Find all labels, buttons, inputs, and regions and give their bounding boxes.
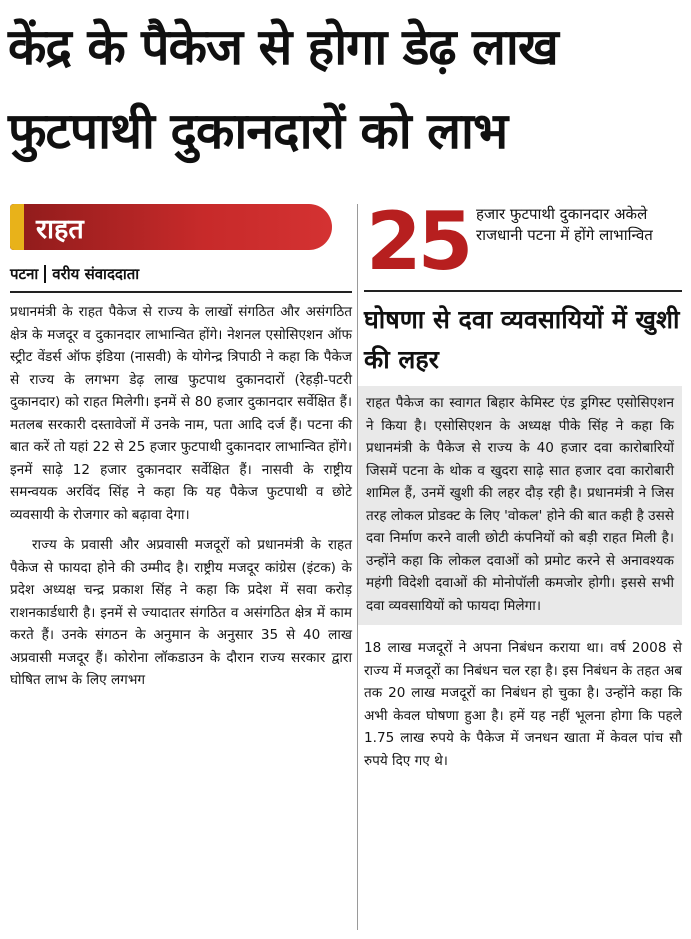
headline <box>8 4 684 172</box>
stat-number: 25 <box>366 195 470 288</box>
right-column <box>364 195 682 772</box>
left-column <box>10 204 352 692</box>
box-paragraph: राहत पैकेज का स्वागत बिहार केमिस्ट एंड ड्रगिस्ट एसोसिएशन ने किया है। एसोसिएशन के अध्यक्ष पीके सिंह ने कहा कि प्रधानमंत्री के पैकेज से राज्य के 40 हजार दवा कारोबारियों जिसमें पटना के थोक व खुदरा साढ़े सात हजार दवा कारोबारी शामिल हैं, उनमें खुशी की लहर दौड़ रही है। प्रधानमंत्री ने जिस तरह लोकल प्रोडक्ट के लिए 'वोकल' होने की बात कही है उससे दवा निर्माण करने वाली छोटी कंपनियों को बड़ी राहत मिली है। उन्होंने कहा कि लोकल दवाओं को प्रमोट करने से अनावश्यक महंगी विदेशी दवाओं की मोनोपॉली कमजोर होगी। इससे सभी दवा व्यवसायियों को फायदा मिलेगा। <box>366 395 674 614</box>
stat-callout <box>364 195 682 288</box>
subheading: घोषणा से दवा व्यवसायियों में खुशी की लहर <box>364 305 680 374</box>
byline-place: पटना <box>10 265 39 283</box>
byline-separator <box>44 265 46 283</box>
headline-line-2: फुटपाथी दुकानदारों को लाभ <box>8 102 508 160</box>
left-paragraph-2: राज्य के प्रवासी और अप्रवासी मजदूरों को प्रधानमंत्री के राहत पैकेज से फायदा होने की उम्मीद है। राष्ट्रीय मजदूर कांग्रेस (इंटक) के प्रदेश अध्यक्ष चन्द्र प्रकाश सिंह ने कहा कि प्रदेश में सवा करोड़ राशनकार्डधारी है। इनमें से ज्यादातर संगठित व असंगठित क्षेत्र में काम करते हैं। उनके संगठन के अनुमान के अनुसार 35 से 40 लाख अप्रवासी मजदूर हैं। कोरोना लॉकडाउन के दौरान राज्य सरकार द्वारा घोषित लाभ के लिए लगभग <box>10 537 352 688</box>
section-tag <box>10 204 332 250</box>
left-paragraph-1: प्रधानमंत्री के राहत पैकेज से राज्य के लाखों संगठित और असंगठित क्षेत्र के मजदूर व दुकानदार लाभान्वित होंगे। नेशनल एसोसिएशन ऑफ स्ट्रीट वेंडर्स ऑफ इंडिया (नासवी) के योगेन्द्र त्रिपाठी ने कहा कि पैकेज से राज्य के लगभग डेढ़ लाख फुटपाथ दुकानदारों (रेहड़ी-पटरी दुकानदार) को राहत मिलेगी। इनमें से 80 हजार दुकानदार सर्वेक्षित हैं। मतलब सरकारी दस्तावेजों में उनके नाम, पता आदि दर्ज हैं। पटना की बात करें तो यहां 22 से 25 हजार फुटपाथी दुकानदार लाभान्वित होंगे। इनमें साढ़े 12 हजार दुकानदार सर्वेक्षित हैं। नासवी के राष्ट्रीय समन्वयक अरविंद सिंह ने कहा कि यह पैकेज फुटपाथी व छोटे व्यवसायी के रोजगार को बढ़ावा देगा। <box>10 304 352 523</box>
byline <box>10 264 352 284</box>
stat-text: हजार फुटपाथी दुकानदार अकेले राजधानी पटना में होंगे लाभान्वित <box>476 205 653 244</box>
headline-line-1: केंद्र के पैकेज से होगा डेढ़ लाख <box>8 18 558 76</box>
byline-divider <box>10 291 352 293</box>
stat-divider <box>364 290 682 292</box>
right-continuation-paragraph: 18 लाख मजदूरों ने अपना निबंधन कराया था। वर्ष 2008 से राज्य में मजदूरों का निबंधन चल रहा है। इस निबंधन के तहत अब तक 20 लाख मजदूरों का निबंधन हो चुका है। उन्होंने कहा कि अभी केवल घोषणा हुआ है। हमें यह नहीं भूलना होगा कि पहले 1.75 लाख रुपये के पैकेज में जनधन खाता में केवल पांच सौ रुपये दिए गए थे। <box>364 640 682 769</box>
section-tag-label: राहत <box>36 214 84 245</box>
tag-accent-stripe <box>10 204 24 250</box>
byline-author: वरीय संवाददाता <box>52 265 140 283</box>
highlight-box <box>358 386 682 625</box>
